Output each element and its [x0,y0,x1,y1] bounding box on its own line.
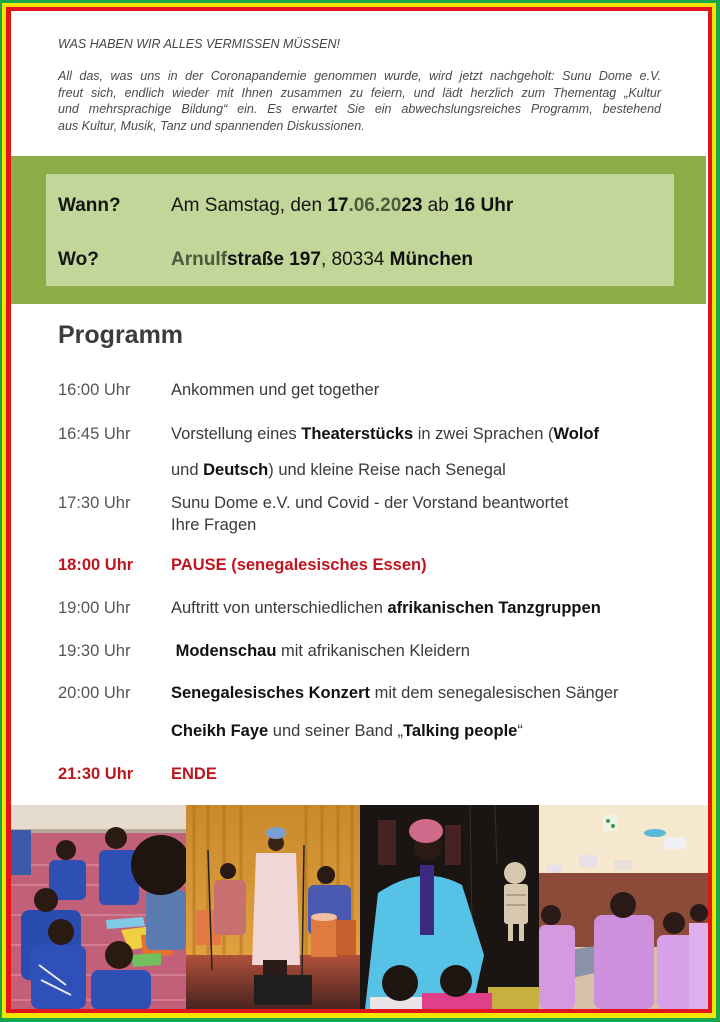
photo-detail [603,815,617,831]
photo-detail [311,917,337,957]
entry-time: 18:00 Uhr [58,556,134,574]
entry-text-bold: Modenschau [171,642,277,660]
when-text: ab [422,195,455,216]
entry-line [171,712,619,750]
intro-line: und mehrsprachige Bildung“ ein. Es erwartet Sie ein abwechslungsreiches Programm, bestehend [58,102,661,117]
when-time: 16 Uhr [454,195,514,216]
photo-classroom [539,805,708,1009]
photo-detail [644,829,666,837]
photo-detail [91,970,151,1009]
where-zip: , 80334 [320,249,390,270]
entry-text-bold: Talking people [403,722,518,740]
photo-detail [689,923,708,1009]
when-label: Wann? [58,195,121,216]
photo-detail [34,888,58,912]
photo-detail [610,892,636,918]
photo-concert-stage [186,805,360,1009]
entry-line [171,764,217,784]
entry-line [171,555,427,575]
entry-description [171,492,568,536]
entry-time: 17:30 Uhr [58,494,131,512]
photo-detail [317,866,335,884]
where-street-start: Arnulf [171,249,227,270]
when-date-end: 23 [401,195,423,216]
photo-detail [252,853,300,965]
photo-children-playing-image [11,805,186,1009]
photo-detail [445,825,461,865]
entry-text: und [171,461,204,479]
photo-detail [131,953,161,967]
entry-line [171,674,619,712]
photo-concert-stage-image [186,805,360,1009]
photo-detail [336,920,356,955]
photo-detail [504,862,526,884]
where-label: Wo? [58,249,99,270]
photo-detail [440,965,472,997]
entry-text-bold: Theaterstücks [301,425,414,443]
entry-time: 16:00 Uhr [58,381,131,399]
entry-time: 19:30 Uhr [58,642,131,660]
entry-line [171,452,599,488]
photo-detail [11,805,186,833]
intro-paragraph [58,68,661,135]
photo-detail [508,923,513,941]
intro-line: aus Kultur, Musik, Tanz und spannenden Diskussionen. [58,119,365,134]
entry-text-bold: PAUSE (senegalesisches Essen) [171,556,427,574]
entry-description [171,674,619,750]
photo-detail [488,987,539,1009]
when-date-middle: .06.20 [348,195,402,216]
photo-detail [254,975,312,1005]
program-title: Programm [58,321,184,349]
when-date-day: 17 [327,195,349,216]
photo-classroom-image [539,805,708,1009]
entry-description [171,555,427,575]
entry-text-bold: Wolof [553,425,599,443]
photo-storyteller [360,805,539,1009]
intro-heading: WAS HABEN WIR ALLES VERMISSEN MÜSSEN! [58,37,341,51]
intro-line: All das, was uns in der Coronapandemie genommen wurde, wird jetzt nachgeholt: Sunu Dome e.V. [58,69,661,83]
entry-text: Auftritt von unterschiedlichen [171,599,388,617]
entry-text: Vorstellung eines [171,425,302,443]
photo-detail [56,840,76,860]
entry-line [171,416,599,452]
photo-detail [11,830,31,875]
entry-description [171,380,379,400]
entry-time: 21:30 Uhr [58,765,134,783]
photo-detail [539,925,575,1009]
entry-time: 16:45 Uhr [58,425,131,443]
photo-detail [11,829,186,833]
entry-text: “ [517,722,523,740]
when-text: Am Samstag, den [171,195,328,216]
photo-detail [105,827,127,849]
photo-detail [420,865,434,935]
photo-detail [519,923,524,941]
photo-detail [664,837,686,849]
photo-detail [606,819,610,823]
entry-text: mit dem senegalesischen Sänger [370,684,619,702]
entry-description [171,641,470,661]
entry-text-bold: ENDE [171,765,217,783]
entry-text: Ihre Fragen [171,516,257,534]
photo-detail [547,865,561,873]
photo-detail [378,820,396,865]
entry-text: ) und kleine Reise nach Senegal [268,461,506,479]
photo-detail [614,860,632,870]
entry-description [171,598,601,618]
entry-line [171,641,470,661]
photo-detail [579,855,597,867]
entry-time: 19:00 Uhr [58,599,131,617]
entry-text: in zwei Sprachen ( [413,425,554,443]
photo-detail [663,912,685,934]
photo-detail [214,880,246,935]
entry-text: Sunu Dome e.V. und Covid - der Vorstand beantwortet [171,494,569,512]
intro-line: freut sich, endlich wieder mit Ihnen zusammen zu feiern, und lädt herzlich zum Thementag „Kultur [58,85,661,100]
entry-line [171,380,379,400]
entry-text-bold: Senegalesisches Konzert [171,684,370,702]
entry-text: und seiner Band „ [268,722,404,740]
photo-detail [311,913,337,921]
photo-detail [504,884,528,924]
entry-line [171,492,568,514]
photo-detail [220,863,236,879]
entry-text-bold: afrikanischen Tanzgruppen [387,599,601,617]
entry-line [171,598,601,618]
entry-text: Ankommen und get together [171,381,380,399]
entry-text-bold: Deutsch [203,461,269,479]
photo-detail [105,941,133,969]
photo-children-playing [11,805,186,1009]
entry-description [171,764,217,784]
photo-detail [382,965,418,1001]
photo-detail [541,905,561,925]
photo-detail [594,915,654,1009]
entry-text: mit afrikanischen Kleidern [276,642,470,660]
photo-detail [266,827,286,839]
photo-detail [146,890,186,950]
entry-description [171,416,599,488]
when-value [171,193,513,219]
entry-time: 20:00 Uhr [58,684,131,702]
photo-detail [409,819,443,843]
photo-detail [31,945,86,1009]
entry-text-bold: Cheikh Faye [171,722,269,740]
where-value [171,247,473,273]
where-city: München [389,249,474,270]
photo-detail [611,824,615,828]
entry-line [171,514,568,536]
photo-detail [690,904,708,922]
where-street-end: straße 197 [226,249,321,270]
photo-storyteller-image [360,805,539,1009]
photo-detail [48,919,74,945]
